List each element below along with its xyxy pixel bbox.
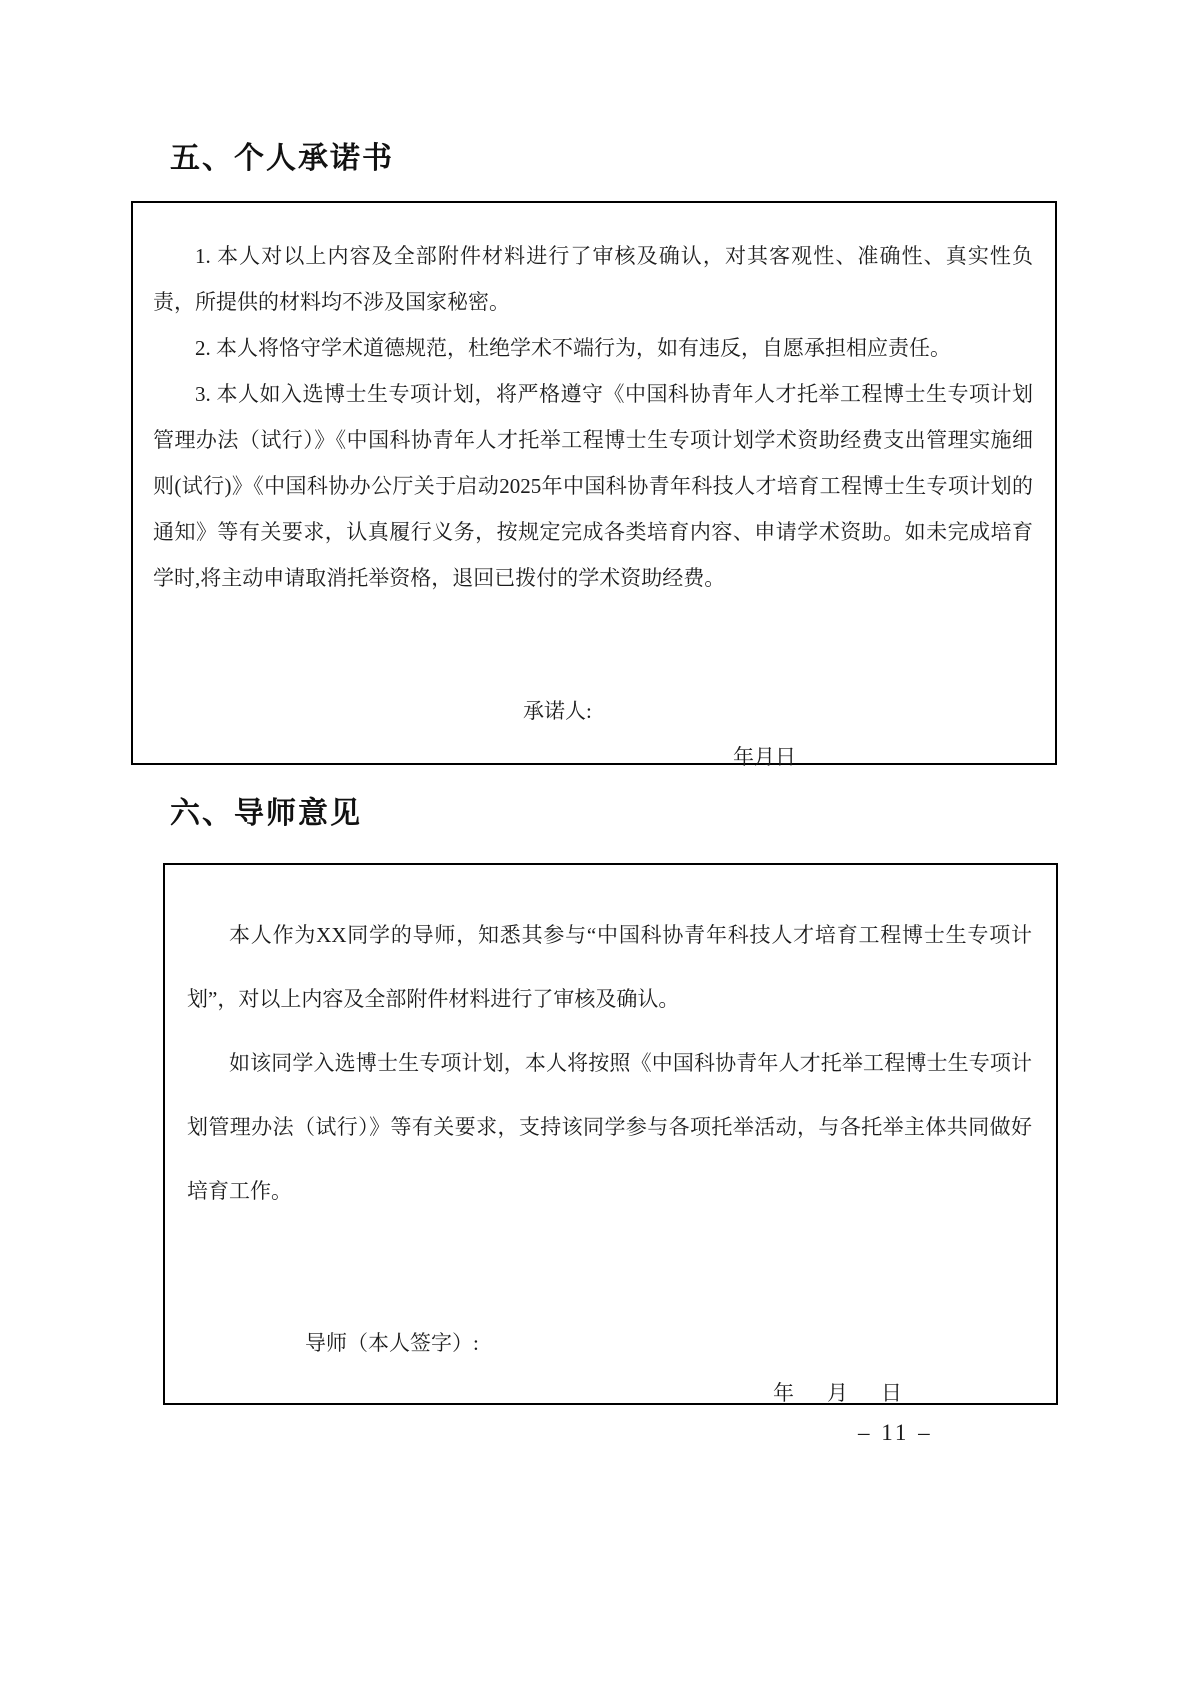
mentor-body xyxy=(187,903,1032,1223)
mentor-date-label: 年 月 日 xyxy=(773,1381,908,1405)
commitment-date-label: 年月日 xyxy=(733,745,796,769)
commitment-box xyxy=(131,201,1057,769)
commitment-paragraph-1: 1. 本人对以上内容及全部附件材料进行了审核及确认，对其客观性、准确性、真实性负责，所提供的材料均不涉及国家秘密。 xyxy=(153,244,1033,314)
mentor-paragraph-1: 本人作为XX同学的导师，知悉其参与“中国科协青年科技人才培育工程博士生专项计划”，对以上内容及全部附件材料进行了审核及确认。 xyxy=(187,923,1032,1011)
mentor-signature-label: 导师（本人签字）: xyxy=(305,1331,479,1355)
commitment-body xyxy=(153,233,1033,601)
commitment-paragraph-2: 2. 本人将恪守学术道德规范，杜绝学术不端行为，如有违反，自愿承担相应责任。 xyxy=(195,336,951,360)
mentor-section-title: 六、导师意见 xyxy=(170,797,362,830)
commitment-paragraph-3: 3. 本人如入选博士生专项计划，将严格遵守《中国科协青年人才托举工程博士生专项计划管理办法（试行）》《中国科协青年人才托举工程博士生专项计划学术资助经费支出管理实施细则(试行)》《中国科协办公厅关于启动2025年中国科协青年科技人才培育工程博士生专项计划的通知》等有关要求，认真履行义务，按规定完成各类培育内容、申请学术资助。如未完成培育学时,将主动申请取消托举资格，退回已拨付的学术资助经费。 xyxy=(153,382,1033,590)
promiser-signature-label: 承诺人: xyxy=(523,699,592,723)
commitment-section-title: 五、个人承诺书 xyxy=(170,142,394,175)
page-number: – 11 – xyxy=(858,1420,933,1445)
mentor-box xyxy=(163,863,1058,1405)
mentor-paragraph-2: 如该同学入选博士生专项计划，本人将按照《中国科协青年人才托举工程博士生专项计划管理办法（试行）》等有关要求，支持该同学参与各项托举活动，与各托举主体共同做好培育工作。 xyxy=(187,1051,1032,1203)
